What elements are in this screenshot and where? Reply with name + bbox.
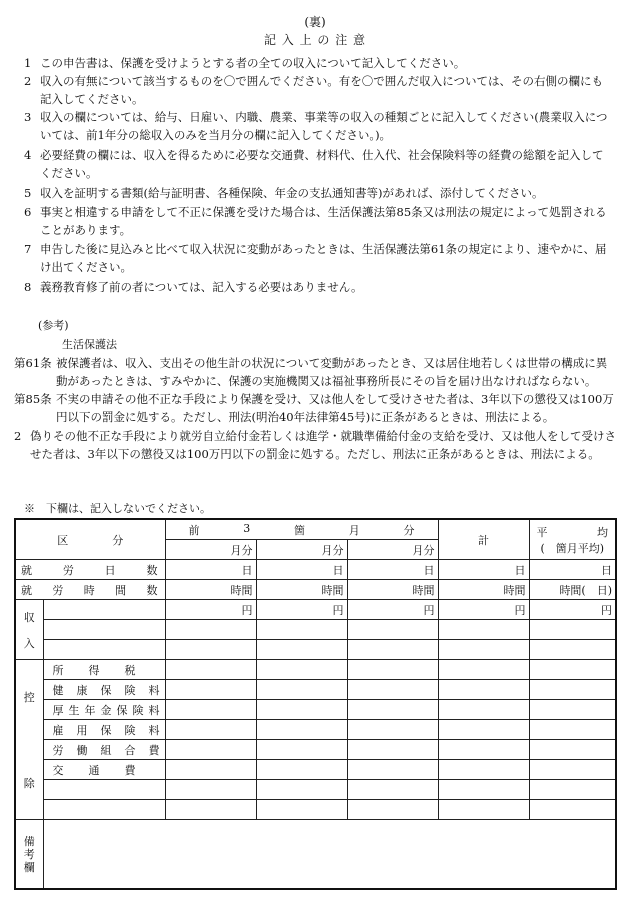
month-unit: 月分 xyxy=(256,540,347,560)
table-instruction: ※ 下欄は、記入しないでください。 xyxy=(24,502,211,515)
article-61-text: 被保護者は、収入、支出その他生計の状況について変動があったとき、又は居住地若しくは世帯の構成に異動があったときは、すみやかに、保護の実施機関又は福祉事務所長にその旨を届け出なければならない。 xyxy=(56,356,608,388)
note-item: 1 この申告書は、保護を受けようとする者の全ての収入について記入してください。 xyxy=(24,56,466,70)
header-prev-months: 前 3 箇 月 分 xyxy=(165,519,438,540)
row-income: 収 入 円 円 円 円 円 xyxy=(15,600,616,620)
label-work-days: 就 労 日 数 xyxy=(15,560,165,580)
row-income xyxy=(15,620,616,640)
month-unit: 月分 xyxy=(347,540,438,560)
header-kubun: 区 分 xyxy=(15,519,165,560)
deduction-union-fee: 労 働 組 合 費 xyxy=(43,740,165,760)
label-deduction: 控 除 xyxy=(15,660,43,820)
remarks-field xyxy=(43,820,616,890)
deduction-health-insurance: 健 康 保 険 料 xyxy=(43,680,165,700)
deduction-income-tax: 所 得 税 xyxy=(43,660,165,680)
article-85-text: 不実の申請その他不正な手段により保護を受け、又は他人をして受けさせた者は、3年以下の懲役又は100万円以下の罰金に処する。ただし、刑法(明治40年法律第45号)に正条があるときは、刑法による。 xyxy=(56,392,614,424)
note-item: 4 必要経費の欄には、収入を得るために必要な交通費、材料代、仕入代、社会保険料等の経費の総額を記入してください。 xyxy=(24,148,604,180)
deduction-transport: 交 通 費 xyxy=(43,760,165,780)
note-item: 8 義務教育修了前の者については、記入する必要はありません。 xyxy=(24,280,363,294)
row-deduction xyxy=(15,720,616,740)
note-item: 2 収入の有無について該当するものを〇で囲んでください。有を〇で囲んだ収入については、その右側の欄にも記入してください。 xyxy=(24,74,604,106)
label-remarks: 備考欄 xyxy=(15,820,43,890)
article-85-2-head: 2 xyxy=(14,429,22,443)
row-deduction xyxy=(15,680,616,700)
article-85-head: 第85条 xyxy=(14,392,52,406)
reference-law-name: 生活保護法 xyxy=(62,338,117,351)
article-85-2 xyxy=(14,428,618,463)
article-61 xyxy=(14,355,618,390)
row-deduction xyxy=(15,660,616,680)
note-item: 7 申告した後に見込みと比べて収入状況に変動があったときは、生活保護法第61条の規定により、速やかに、届け出てください。 xyxy=(24,242,607,274)
reference-label: (参考) xyxy=(38,319,69,332)
row-deduction xyxy=(15,800,616,820)
month-unit: 月分 xyxy=(165,540,256,560)
label-work-hours: 就 労 時 間 数 xyxy=(15,580,165,600)
row-deduction xyxy=(15,700,616,720)
row-deduction xyxy=(15,740,616,760)
deduction-employment-insurance: 雇 用 保 険 料 xyxy=(43,720,165,740)
note-item: 6 事実と相違する申請をして不正に保護を受けた場合は、生活保護法第85条又は刑法の規定によって処罰されることがあります。 xyxy=(24,205,607,237)
header-average: 平 均 ( 箇月平均) xyxy=(529,519,616,560)
label-income: 収 入 xyxy=(15,600,43,660)
row-deduction xyxy=(15,760,616,780)
income-table xyxy=(14,518,617,890)
article-85-2-text: 偽りその他不正な手段により就労自立給付金若しくは進学・就職準備給付金の支給を受け、又は他人をして受けさせた者は、3年以下の懲役又は100万円以下の罰金に処する。ただし、刑法に正条があるときは、刑法による。 xyxy=(30,429,617,461)
row-work-hours: 就 労 時 間 数 時間 時間 時間 時間 時間( 日) xyxy=(15,580,616,600)
article-61-head: 第61条 xyxy=(14,356,52,370)
note-item: 5 収入を証明する書類(給与証明書、各種保険、年金の支払通知書等)があれば、添付してください。 xyxy=(24,186,544,200)
row-income xyxy=(15,640,616,660)
row-remarks xyxy=(15,820,616,890)
article-85 xyxy=(14,391,618,426)
deduction-pension: 厚 生 年 金 保 険 料 xyxy=(43,700,165,720)
page-side-label: (裏) xyxy=(304,15,326,29)
row-deduction xyxy=(15,780,616,800)
page-title: 記 入 上 の 注 意 xyxy=(263,33,367,47)
note-item: 3 収入の欄については、給与、日雇い、内職、農業、事業等の収入の種類ごとに記入してください(農業収入については、前1年分の総収入のみを当月分の欄に記入してください。)。 xyxy=(24,110,608,142)
row-work-days: 就 労 日 数 日 日 日 日 日 xyxy=(15,560,616,580)
header-total: 計 xyxy=(438,519,529,560)
